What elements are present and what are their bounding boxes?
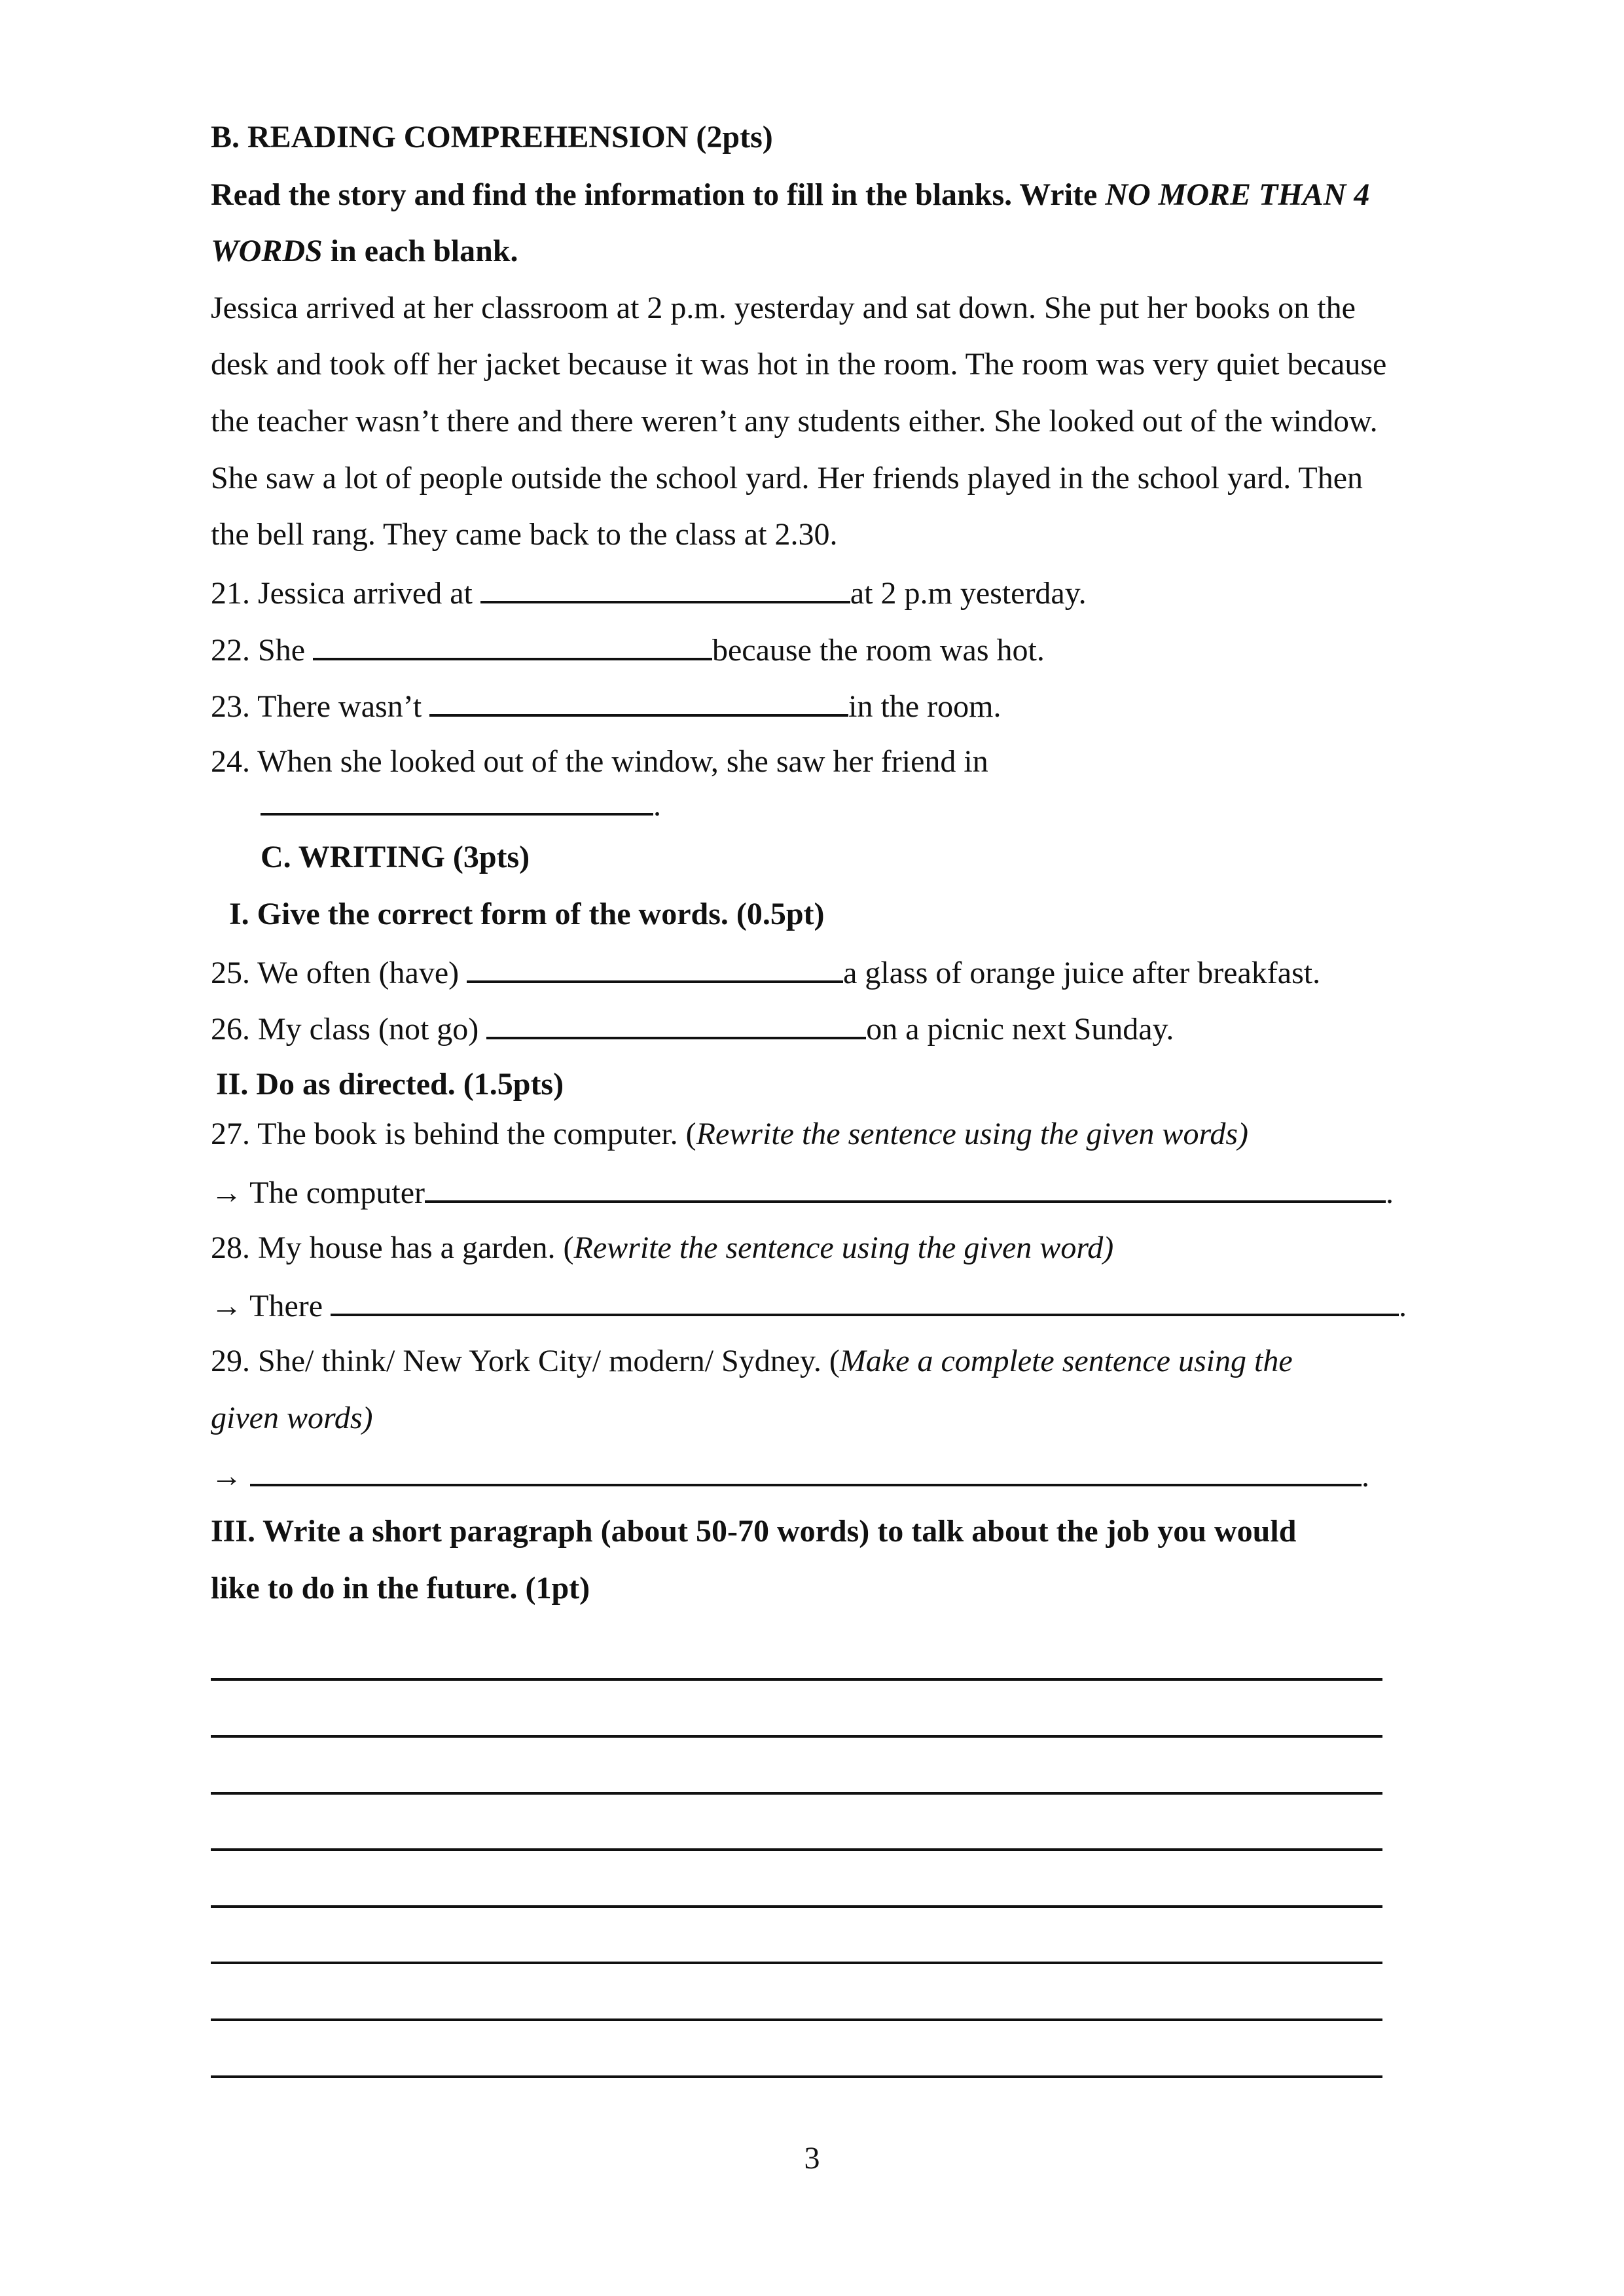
- q22-text: 22. She: [211, 633, 313, 668]
- part2-heading: II. Do as directed. (1.5pts): [216, 1067, 564, 1102]
- q22-answer-blank[interactable]: [313, 629, 712, 660]
- q21-answer-blank[interactable]: [480, 572, 850, 603]
- q25-answer-blank[interactable]: [467, 952, 843, 983]
- q25-text-end: a glass of orange juice after breakfast.: [843, 956, 1321, 990]
- q23-text-end: in the room.: [848, 689, 1001, 724]
- paragraph-writing-line[interactable]: [211, 1905, 1382, 1908]
- q28-arrow-text: → There: [211, 1289, 331, 1323]
- paragraph-writing-line[interactable]: [211, 1735, 1382, 1738]
- q29-hint: Make a complete sentence using the: [839, 1344, 1293, 1378]
- story-line: the teacher wasn’t there and there weren’t any students either. She looked out of the window.: [211, 404, 1378, 439]
- q24-end-dot: .: [653, 788, 661, 823]
- story-line: desk and took off her jacket because it was hot in the room. The room was very quiet because: [211, 347, 1387, 382]
- paragraph-writing-line[interactable]: [211, 2075, 1382, 2078]
- question-24: 24. When she looked out of the window, she saw her friend in: [211, 744, 988, 779]
- instruction-emphasis-2: WORDS: [211, 234, 323, 268]
- question-28: [211, 1229, 1441, 1268]
- q29-end-dot: .: [1362, 1459, 1369, 1494]
- page-number: 3: [804, 2141, 820, 2176]
- question-27-answer: [211, 1172, 1441, 1213]
- q28-end-dot: .: [1399, 1289, 1407, 1323]
- q23-text: 23. There wasn’t: [211, 689, 430, 724]
- writing-heading: C. WRITING (3pts): [261, 840, 530, 874]
- story-line: the bell rang. They came back to the class at 2.30.: [211, 517, 838, 552]
- q26-answer-blank[interactable]: [486, 1008, 866, 1039]
- q28-answer-blank[interactable]: [331, 1285, 1399, 1316]
- q21-text: 21. Jessica arrived at: [211, 576, 480, 611]
- paragraph-writing-line[interactable]: [211, 1678, 1382, 1681]
- question-21: [211, 572, 1441, 613]
- part3-heading-cont: like to do in the future. (1pt): [211, 1571, 590, 1605]
- question-26: [211, 1008, 1441, 1049]
- instruction-emphasis: NO MORE THAN 4: [1105, 177, 1370, 212]
- part1-heading: I. Give the correct form of the words. (0.5pt): [229, 897, 825, 931]
- q21-text-end: at 2 p.m yesterday.: [850, 576, 1087, 611]
- q26-text-end: on a picnic next Sunday.: [866, 1012, 1174, 1047]
- question-25: [211, 952, 1441, 993]
- paragraph-writing-line[interactable]: [211, 1848, 1382, 1851]
- question-27: [211, 1115, 1441, 1154]
- instruction-text-2: in each blank.: [322, 234, 518, 268]
- q25-text: 25. We often (have): [211, 956, 467, 990]
- q24-answer-blank[interactable]: [261, 784, 653, 816]
- q28-text: 28. My house has a garden. (: [211, 1230, 574, 1265]
- q26-text: 26. My class (not go): [211, 1012, 487, 1047]
- reading-heading: B. READING COMPREHENSION (2pts): [211, 120, 773, 154]
- question-23: [211, 685, 1441, 726]
- q27-text: 27. The book is behind the computer. (: [211, 1117, 696, 1151]
- q23-answer-blank[interactable]: [429, 685, 848, 717]
- question-29: [211, 1342, 1441, 1381]
- reading-instruction-line2: [211, 232, 1441, 271]
- instruction-text: Read the story and find the information to fill in the blanks. Write: [211, 177, 1106, 212]
- q27-hint: Rewrite the sentence using the given words): [696, 1117, 1249, 1151]
- story-line: She saw a lot of people outside the school yard. Her friends played in the school yard. Then: [211, 461, 1363, 495]
- part3-heading: III. Write a short paragraph (about 50-70 words) to talk about the job you would: [211, 1514, 1297, 1549]
- reading-instruction-line1: [211, 175, 1441, 215]
- question-22: [211, 629, 1441, 670]
- q22-text-end: because the room was hot.: [712, 633, 1045, 668]
- question-24-answer: [261, 784, 1491, 825]
- paragraph-writing-line[interactable]: [211, 1792, 1382, 1795]
- paragraph-writing-line[interactable]: [211, 2018, 1382, 2021]
- q27-answer-blank[interactable]: [425, 1172, 1386, 1203]
- story-line: Jessica arrived at her classroom at 2 p.m. yesterday and sat down. She put her books on the: [211, 291, 1356, 325]
- q29-arrow-text: →: [211, 1459, 250, 1494]
- question-29-hint-cont: given words): [211, 1401, 373, 1435]
- question-29-answer: [211, 1455, 1441, 1496]
- q29-answer-blank[interactable]: [250, 1455, 1362, 1486]
- q28-hint: Rewrite the sentence using the given word): [573, 1230, 1114, 1265]
- q29-text: 29. She/ think/ New York City/ modern/ Sydney. (: [211, 1344, 840, 1378]
- paragraph-writing-line[interactable]: [211, 1962, 1382, 1964]
- question-28-answer: [211, 1285, 1441, 1326]
- q27-arrow-text: → The computer: [211, 1175, 425, 1210]
- q27-end-dot: .: [1386, 1175, 1394, 1210]
